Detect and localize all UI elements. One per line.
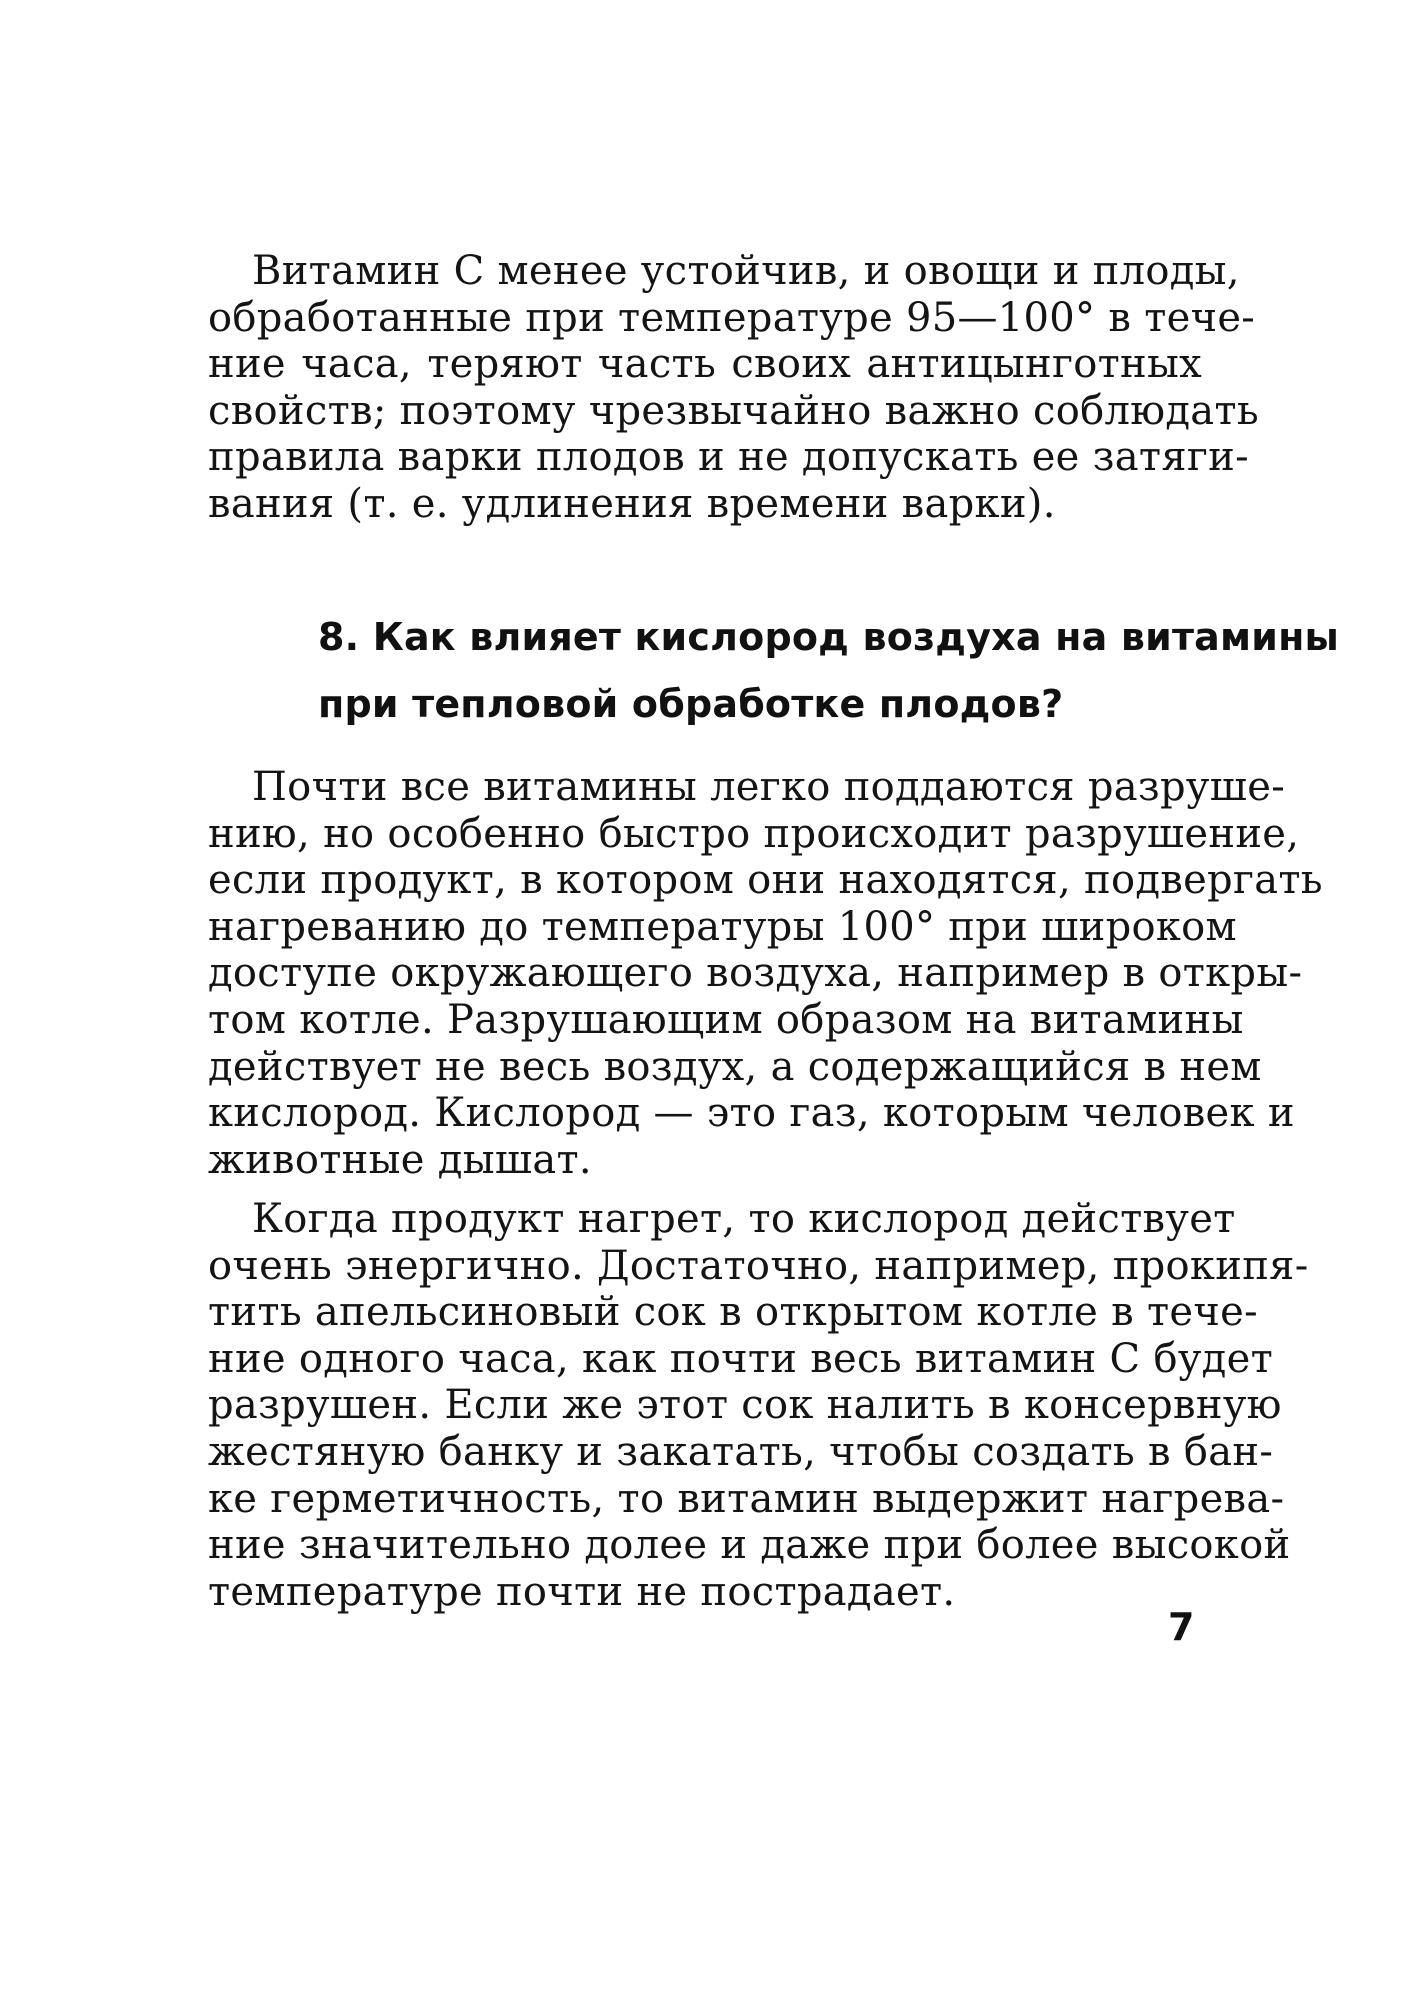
text-line: ке герметичность, то витамин выдержит нагрева-: [208, 1475, 1285, 1522]
heading-line: при тепловой обработке плодов?: [318, 682, 1064, 726]
text-line: нию, но особенно быстро происходит разрушение,: [208, 810, 1300, 857]
text-line: кислород. Кислород — это газ, которым человек и: [208, 1090, 1295, 1137]
text-line: разрушен. Если же этот сок налить в консервную: [208, 1382, 1282, 1429]
text-line: вания (т. е. удлинения времени варки).: [208, 480, 1056, 527]
text-line: жестяную банку и закатать, чтобы создать в бан-: [208, 1428, 1274, 1475]
paragraph-vitamin-c-stability: [208, 248, 1259, 528]
text-line: если продукт, в котором они находятся, подвергать: [208, 857, 1323, 904]
section-heading: [318, 604, 1340, 738]
text-line: ние часа, теряют часть своих антицынготных: [208, 341, 1202, 388]
text-line: температуре почти не пострадает.: [208, 1568, 956, 1615]
paragraph-oxygen-effect: [208, 764, 1323, 1183]
text-line: Витамин С менее устойчив, и овощи и плоды,: [252, 248, 1240, 294]
text-line: правила варки плодов и не допускать ее затяги-: [208, 434, 1249, 481]
page-number: 7: [1168, 1605, 1195, 1649]
paragraph-heated-product: [208, 1196, 1309, 1615]
text-line: животные дышат.: [208, 1136, 592, 1183]
text-line: том котле. Разрушающим образом на витамины: [208, 996, 1244, 1043]
text-line: свойств; поэтому чрезвычайно важно соблюдать: [208, 387, 1259, 434]
text-line: очень энергично. Достаточно, например, прокипя-: [208, 1242, 1309, 1289]
text-line: обработанные при температуре 95—100° в тече-: [208, 294, 1256, 341]
text-line: Когда продукт нагрет, то кислород действует: [252, 1196, 1236, 1242]
heading-line: 8. Как влияет кислород воздуха на витамины: [318, 615, 1340, 659]
text-line: нагреванию до температуры 100° при широком: [208, 903, 1237, 950]
text-line: Почти все витамины легко поддаются разруше-: [252, 764, 1286, 810]
text-line: ние одного часа, как почти весь витамин С будет: [208, 1335, 1273, 1382]
text-line: тить апельсиновый сок в открытом котле в тече-: [208, 1289, 1258, 1336]
text-line: ние значительно долее и даже при более высокой: [208, 1522, 1291, 1569]
text-line: доступе окружающего воздуха, например в откры-: [208, 950, 1303, 997]
text-line: действует не весь воздух, а содержащийся в нем: [208, 1043, 1262, 1090]
